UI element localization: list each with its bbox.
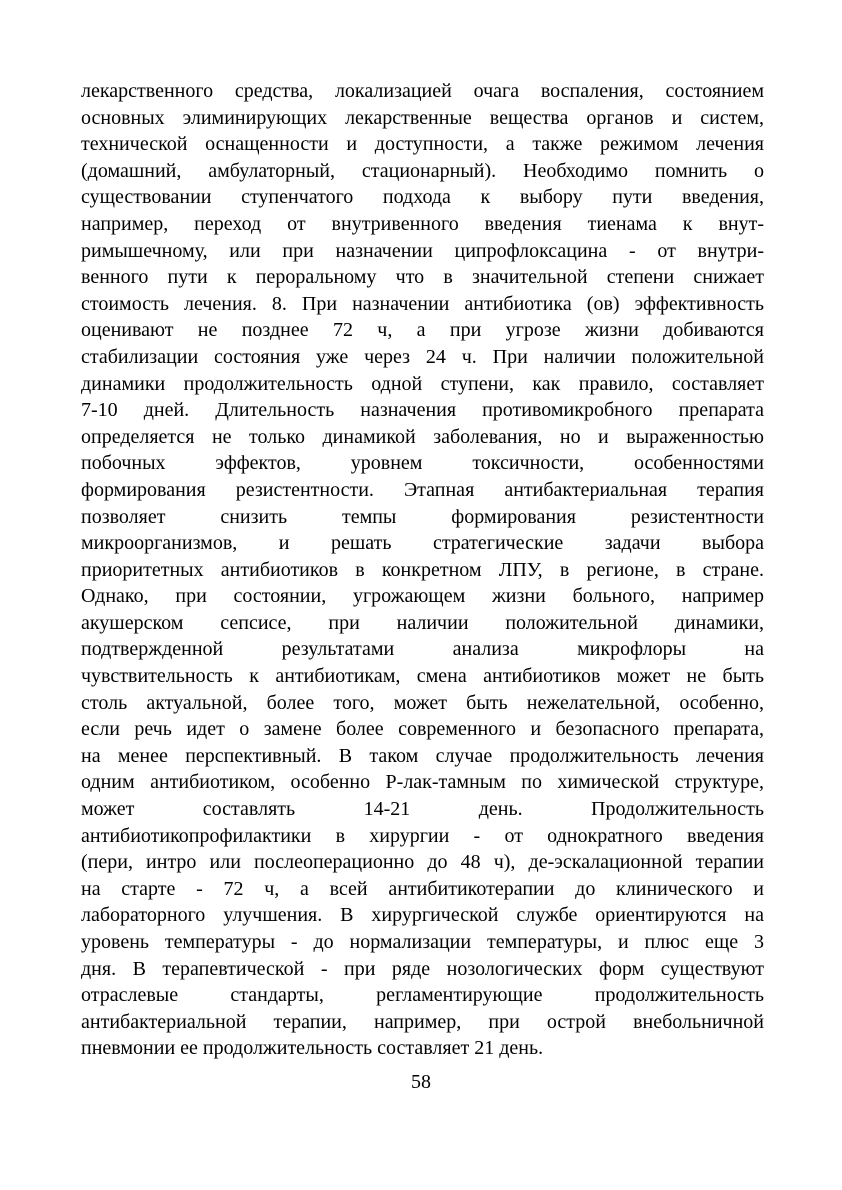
text-line: дня. В терапевтической - при ряде нозологических форм существуют bbox=[81, 957, 764, 980]
text-line: (домашний, амбулаторный, стационарный). Необходимо помнить о bbox=[81, 159, 764, 182]
text-line: чувствительность к антибиотикам, смена антибиотиков может не быть bbox=[81, 665, 764, 688]
text-line: существовании ступенчатого подхода к выбору пути введения, bbox=[81, 186, 764, 209]
text-line: на старте - 72 ч, а всей антибитикотерапии до клинического и bbox=[81, 877, 764, 900]
text-line: пневмонии ее продолжительность составляет 21 день. bbox=[81, 1037, 544, 1060]
text-line: например, переход от внутривенного введения тиенама к внут- bbox=[81, 212, 764, 235]
text-line: если речь идет о замене более современного и безопасного препарата, bbox=[81, 718, 764, 741]
text-line: отраслевые стандарты, регламентирующие продолжительность bbox=[81, 984, 764, 1007]
text-line: может составлять 14-21 день. Продолжительность bbox=[81, 798, 764, 821]
text-line: лекарственного средства, локализацией очага воспаления, состоянием bbox=[81, 80, 764, 102]
text-line: римышечному, или при назначении ципрофлоксацина - от внутри- bbox=[81, 239, 764, 262]
text-line: (пери, интро или послеоперационно до 48 ч), де-эскалационной терапии bbox=[81, 851, 764, 874]
text-line: на менее перспективный. В таком случае продолжительность лечения bbox=[81, 744, 764, 767]
text-line: побочных эффектов, уровнем токсичности, особенностями bbox=[81, 452, 764, 475]
text-line: приоритетных антибиотиков в конкретном ЛПУ, в регионе, в стране. bbox=[81, 558, 764, 581]
text-line: позволяет снизить темпы формирования резистентности bbox=[81, 505, 764, 528]
text-line: стабилизации состояния уже через 24 ч. При наличии положительной bbox=[81, 345, 764, 368]
text-line: технической оснащенности и доступности, а также режимом лечения bbox=[81, 133, 764, 156]
text-line: антибактериальной терапии, например, при острой внебольничной bbox=[81, 1010, 764, 1033]
text-line: акушерском сепсисе, при наличии положительной динамики, bbox=[81, 611, 764, 634]
text-line: лабораторного улучшения. В хирургической службе ориентируются на bbox=[81, 904, 764, 927]
text-line: уровень температуры - до нормализации температуры, и плюс еще 3 bbox=[81, 931, 764, 953]
text-line: одним антибиотиком, особенно Р-лак-тамным по химической структуре, bbox=[81, 771, 764, 794]
body-text bbox=[81, 78, 764, 1062]
text-line: подтвержденной результатами анализа микрофлоры на bbox=[81, 638, 764, 661]
text-line: оценивают не позднее 72 ч, а при угрозе жизни добиваются bbox=[81, 319, 764, 342]
page-number: 58 bbox=[411, 1071, 431, 1093]
text-line: венного пути к пероральному что в значительной степени снижает bbox=[81, 266, 764, 289]
text-line: антибиотикопрофилактики в хирургии - от однократного введения bbox=[81, 824, 764, 847]
text-line: формирования резистентности. Этапная антибактериальная терапия bbox=[81, 478, 764, 501]
text-line: стоимость лечения. 8. При назначении антибиотика (ов) эффективность bbox=[81, 292, 764, 315]
text-line: динамики продолжительность одной ступени, как правило, составляет bbox=[81, 372, 764, 395]
text-line: основных элиминирующих лекарственные вещества органов и систем, bbox=[81, 106, 764, 129]
text-line: микроорганизмов, и решать стратегические задачи выбора bbox=[81, 532, 764, 555]
text-line: определяется не только динамикой заболевания, но и выраженностью bbox=[81, 425, 764, 448]
text-line: столь актуальной, более того, может быть нежелательной, особенно, bbox=[81, 691, 764, 714]
text-line: 7-10 дней. Длительность назначения противомикробного препарата bbox=[81, 399, 764, 422]
text-line: Однако, при состоянии, угрожающем жизни больного, например bbox=[81, 585, 764, 608]
